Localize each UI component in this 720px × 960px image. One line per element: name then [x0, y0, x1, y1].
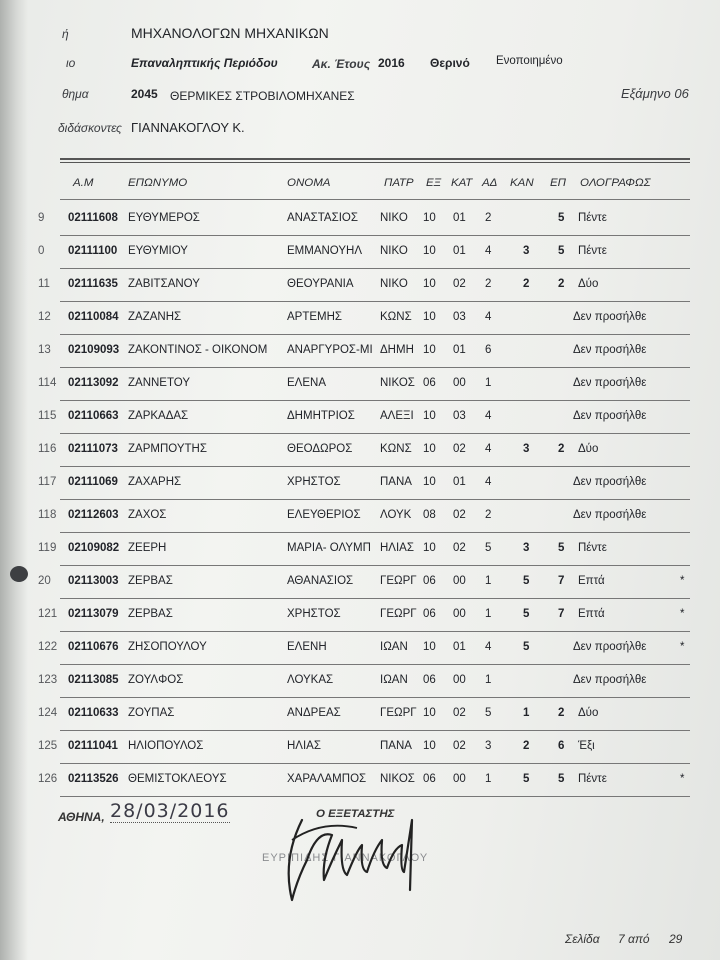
- surname: ΘΕΜΙΣΤΟΚΛΕΟΥΣ: [128, 773, 227, 785]
- table-row: [0, 764, 720, 797]
- first-name: ΑΘΑΝΑΣΙΟΣ: [287, 575, 354, 587]
- semester-cell: 10: [423, 245, 436, 257]
- fathers-name: ΝΙΚΟ: [380, 278, 408, 290]
- grade-in-words: Πέντε: [578, 773, 607, 785]
- kan-cell: 3: [523, 245, 530, 257]
- row-number: 124: [38, 707, 58, 719]
- semester-cell: 10: [423, 443, 436, 455]
- table-row: [0, 203, 720, 236]
- category-cell: 02: [453, 542, 466, 554]
- first-name: ΑΝΑΣΤΑΣΙΟΣ: [287, 212, 358, 224]
- table-top-rule: [60, 158, 690, 160]
- department-value: ΜΗΧΑΝΟΛΟΓΩΝ ΜΗΧΑΝΙΚΩΝ: [131, 25, 329, 41]
- category-cell: 01: [453, 212, 466, 224]
- semester-cell: 10: [423, 410, 436, 422]
- category-cell: 02: [453, 443, 466, 455]
- grade-in-words: Δεν προσήλθε: [573, 476, 647, 488]
- examiner-stamp: ΕΥΡΙΠΙΔΗΣ ΓΙΑΝΝΑΚΟΓΛΟΥ: [262, 852, 429, 864]
- first-name: ΑΡΤΕΜΗΣ: [287, 311, 343, 323]
- column-header-ex: ΕΞ: [426, 177, 442, 189]
- row-number: 114: [38, 377, 57, 389]
- table-row: [0, 434, 720, 467]
- header-bottom-rule: [60, 199, 690, 200]
- fathers-name: ΝΙΚΟΣ: [380, 377, 415, 389]
- column-header-ep: ΕΠ: [550, 177, 567, 189]
- student-id: 02110676: [68, 641, 119, 653]
- column-header-patr: ΠΑΤΡ: [384, 177, 414, 189]
- table-row: [0, 236, 720, 269]
- signature: [262, 800, 432, 910]
- column-header-am: Α.Μ: [73, 177, 94, 189]
- row-number: 11: [38, 278, 50, 290]
- semester-cell: 10: [423, 311, 436, 323]
- first-name: ΕΛΕΥΘΕΡΙΟΣ: [287, 509, 361, 521]
- surname: ΖΗΣΟΠΟΥΛΟΥ: [128, 641, 207, 653]
- fathers-name: ΛΟΥΚ: [380, 509, 412, 521]
- first-name: ΧΑΡΑΛΑΜΠΟΣ: [287, 773, 367, 785]
- category-cell: 02: [453, 509, 466, 521]
- row-number: 13: [38, 344, 51, 356]
- surname: ΖΑΖΑΝΗΣ: [128, 311, 182, 323]
- category-cell: 00: [453, 773, 466, 785]
- row-number: 123: [38, 674, 58, 686]
- semester-cell: 10: [423, 212, 436, 224]
- student-id: 02113526: [68, 773, 119, 785]
- grade-in-words: Δύο: [578, 278, 599, 290]
- grade-in-words: Επτά: [578, 608, 605, 620]
- category-cell: 01: [453, 476, 466, 488]
- category-cell: 02: [453, 740, 466, 752]
- surname: ΖΑΡΜΠΟΥΤΗΣ: [128, 443, 207, 455]
- grade-cell: 7: [558, 608, 565, 620]
- table-row: [0, 731, 720, 764]
- fathers-name: ΠΑΝΑ: [380, 740, 412, 752]
- student-id: 02113003: [68, 575, 119, 587]
- semester-cell: 10: [423, 476, 436, 488]
- grade-cell: 2: [558, 707, 565, 719]
- table-row: [0, 500, 720, 533]
- column-header-words: ΟΛΟΓΡΑΦΩΣ: [580, 177, 651, 189]
- fathers-name: ΙΩΑΝ: [380, 641, 408, 653]
- table-row: [0, 467, 720, 500]
- row-number: 119: [38, 542, 57, 554]
- ad-cell: 1: [485, 773, 492, 785]
- category-cell: 01: [453, 245, 466, 257]
- grade-cell: 5: [558, 542, 565, 554]
- semester-cell: 10: [423, 740, 436, 752]
- table-row: [0, 302, 720, 335]
- kan-cell: 5: [523, 608, 530, 620]
- category-cell: 03: [453, 410, 466, 422]
- unified-label: Ενοποιημένο: [496, 55, 563, 67]
- period-value: Επαναληπτικής Περιόδου: [131, 56, 278, 70]
- row-number: 126: [38, 773, 58, 785]
- season-value: Θερινό: [430, 56, 470, 70]
- student-id: 02109082: [68, 542, 120, 554]
- ad-cell: 3: [485, 740, 492, 752]
- grade-cell: 6: [558, 740, 565, 752]
- fathers-name: ΚΩΝΣ: [380, 311, 412, 323]
- first-name: ΕΛΕΝΗ: [287, 641, 327, 653]
- table-row: [0, 566, 720, 599]
- grade-in-words: Πέντε: [578, 542, 607, 554]
- surname: ΕΥΘΥΜΙΟΥ: [128, 245, 188, 257]
- student-id: 02111100: [68, 245, 118, 257]
- table-row: [0, 698, 720, 731]
- teachers-label: διδάσκοντες: [58, 121, 122, 135]
- academic-year-label: Ακ. Έτους: [312, 57, 371, 71]
- grade-cell: 7: [558, 575, 565, 587]
- surname: ΗΛΙΟΠΟΥΛΟΣ: [128, 740, 204, 752]
- category-cell: 00: [453, 377, 466, 389]
- first-name: ΜΑΡΙΑ- ΟΛΥΜΠ: [287, 542, 371, 554]
- row-number: 116: [38, 443, 57, 455]
- student-id: 02109093: [68, 344, 120, 356]
- grade-in-words: Δύο: [578, 443, 599, 455]
- grade-cell: 5: [558, 773, 565, 785]
- row-number: 122: [38, 641, 58, 653]
- kan-cell: 5: [523, 773, 530, 785]
- ad-cell: 1: [485, 674, 492, 686]
- surname: ΖΑΧΟΣ: [128, 509, 167, 521]
- student-id: 02110633: [68, 707, 119, 719]
- ad-cell: 1: [485, 608, 492, 620]
- kan-cell: 5: [523, 641, 530, 653]
- punch-hole: [10, 566, 28, 582]
- column-header-kan: ΚΑΝ: [510, 177, 534, 189]
- student-id: 02111069: [68, 476, 118, 488]
- table-row: [0, 401, 720, 434]
- surname: ΖΑΝΝΕΤΟΥ: [128, 377, 191, 389]
- grade-in-words: Δεν προσήλθε: [573, 509, 647, 521]
- fathers-name: ΝΙΚΟ: [380, 212, 408, 224]
- ad-cell: 4: [485, 311, 492, 323]
- surname: ΖΕΡΒΑΣ: [128, 608, 173, 620]
- first-name: ΑΝΑΡΓΥΡΟΣ-ΜΙ: [287, 344, 373, 356]
- first-name: ΘΕΟΔΩΡΟΣ: [287, 443, 353, 455]
- semester-cell: 06: [423, 674, 436, 686]
- category-cell: 01: [453, 641, 466, 653]
- semester-label: Εξάμηνο 06: [621, 86, 689, 101]
- ad-cell: 2: [485, 278, 492, 290]
- grade-in-words: Επτά: [578, 575, 605, 587]
- grade-cell: 5: [558, 212, 565, 224]
- grade-in-words: Έξι: [578, 740, 595, 752]
- fathers-name: ΗΛΙΑΣ: [380, 542, 414, 554]
- row-number: 12: [38, 311, 51, 323]
- semester-cell: 10: [423, 542, 436, 554]
- first-name: ΧΡΗΣΤΟΣ: [287, 608, 341, 620]
- ad-cell: 1: [485, 377, 492, 389]
- course-label: θημα: [62, 87, 89, 101]
- ad-cell: 4: [485, 476, 492, 488]
- surname: ΖΑΚΟΝΤΙΝΟΣ - ΟΙΚΟΝΟΜ: [128, 344, 268, 356]
- student-id: 02113085: [68, 674, 119, 686]
- student-id: 02110663: [68, 410, 119, 422]
- ad-cell: 4: [485, 443, 492, 455]
- star-mark: *: [680, 575, 685, 587]
- row-divider: [60, 796, 690, 797]
- grade-cell: 5: [558, 245, 565, 257]
- page-number: 7 από: [618, 932, 650, 946]
- grade-cell: 2: [558, 278, 565, 290]
- kan-cell: 2: [523, 278, 530, 290]
- department-label: ή: [62, 27, 69, 41]
- semester-cell: 08: [423, 509, 436, 521]
- academic-year-value: 2016: [378, 56, 405, 70]
- first-name: ΘΕΟΥΡΑΝΙΑ: [287, 278, 354, 290]
- kan-cell: 5: [523, 575, 530, 587]
- page-total: 29: [669, 932, 683, 946]
- ad-cell: 4: [485, 245, 492, 257]
- semester-cell: 10: [423, 641, 436, 653]
- course-title: ΘΕΡΜΙΚΕΣ ΣΤΡΟΒΙΛΟΜΗΧΑΝΕΣ: [170, 89, 355, 103]
- surname: ΖΕΡΒΑΣ: [128, 575, 173, 587]
- surname: ΖΕΕΡΗ: [128, 542, 167, 554]
- column-header-surname: ΕΠΩΝΥΜΟ: [128, 177, 188, 189]
- ad-cell: 4: [485, 641, 492, 653]
- teacher-name: ΓΙΑΝΝΑΚΟΓΛΟΥ Κ.: [131, 120, 245, 135]
- column-header-ad: ΑΔ: [482, 177, 498, 189]
- row-number: 125: [38, 740, 58, 752]
- surname: ΖΑΒΙΤΣΑΝΟΥ: [128, 278, 200, 290]
- category-cell: 00: [453, 608, 466, 620]
- table-row: [0, 599, 720, 632]
- row-number: 9: [38, 212, 45, 224]
- semester-cell: 06: [423, 608, 436, 620]
- grade-in-words: Δεν προσήλθε: [573, 344, 647, 356]
- grade-in-words: Δύο: [578, 707, 599, 719]
- fathers-name: ΝΙΚΟ: [380, 245, 408, 257]
- first-name: ΧΡΗΣΤΟΣ: [287, 476, 341, 488]
- category-cell: 02: [453, 278, 466, 290]
- table-row: [0, 632, 720, 665]
- fathers-name: ΔΗΜΗ: [380, 344, 414, 356]
- student-id: 02112603: [68, 509, 119, 521]
- place-label: ΑΘΗΝΑ,: [58, 810, 105, 824]
- category-cell: 00: [453, 674, 466, 686]
- category-cell: 00: [453, 575, 466, 587]
- ad-cell: 2: [485, 509, 492, 521]
- table-row: [0, 533, 720, 566]
- surname: ΖΟΥΛΦΟΣ: [128, 674, 184, 686]
- column-header-kat: ΚΑΤ: [451, 177, 473, 189]
- table-row: [0, 335, 720, 368]
- first-name: ΗΛΙΑΣ: [287, 740, 321, 752]
- student-id: 02111041: [68, 740, 118, 752]
- category-cell: 02: [453, 707, 466, 719]
- row-number: 118: [38, 509, 57, 521]
- first-name: ΕΛΕΝΑ: [287, 377, 326, 389]
- student-id: 02113079: [68, 608, 119, 620]
- fathers-name: ΝΙΚΟΣ: [380, 773, 415, 785]
- semester-cell: 06: [423, 377, 436, 389]
- ad-cell: 4: [485, 410, 492, 422]
- kan-cell: 2: [523, 740, 530, 752]
- ad-cell: 1: [485, 575, 492, 587]
- student-id: 02111635: [68, 278, 118, 290]
- fathers-name: ΙΩΑΝ: [380, 674, 408, 686]
- grade-in-words: Πέντε: [578, 212, 607, 224]
- student-id: 02111608: [68, 212, 118, 224]
- table-row: [0, 665, 720, 698]
- row-number: 121: [38, 608, 58, 620]
- ad-cell: 6: [485, 344, 492, 356]
- kan-cell: 1: [523, 707, 530, 719]
- table-row: [0, 269, 720, 302]
- first-name: ΔΗΜΗΤΡΙΟΣ: [287, 410, 355, 422]
- ad-cell: 2: [485, 212, 492, 224]
- fathers-name: ΓΕΩΡΓ: [380, 608, 417, 620]
- row-number: 0: [38, 245, 45, 257]
- student-id: 02113092: [68, 377, 119, 389]
- grade-in-words: Δεν προσήλθε: [573, 377, 647, 389]
- row-number: 20: [38, 575, 51, 587]
- signing-date: 28/03/2016: [110, 800, 230, 822]
- first-name: ΛΟΥΚΑΣ: [287, 674, 334, 686]
- grade-in-words: Δεν προσήλθε: [573, 410, 647, 422]
- kan-cell: 3: [523, 443, 530, 455]
- grade-in-words: Δεν προσήλθε: [573, 311, 647, 323]
- semester-cell: 10: [423, 344, 436, 356]
- grade-in-words: Δεν προσήλθε: [573, 641, 647, 653]
- fathers-name: ΠΑΝΑ: [380, 476, 412, 488]
- first-name: ΕΜΜΑΝΟΥΗΛ: [287, 245, 363, 257]
- student-id: 02111073: [68, 443, 118, 455]
- period-label: ιο: [66, 56, 76, 70]
- student-id: 02110084: [68, 311, 119, 323]
- star-mark: *: [680, 773, 685, 785]
- fathers-name: ΓΕΩΡΓ: [380, 707, 417, 719]
- grade-in-words: Πέντε: [578, 245, 607, 257]
- examiner-label: Ο ΕΞΕΤΑΣΤΗΣ: [316, 808, 395, 820]
- category-cell: 01: [453, 344, 466, 356]
- table-row: [0, 368, 720, 401]
- column-header-name: ΟΝΟΜΑ: [287, 177, 331, 189]
- table-top-rule-thin: [60, 162, 690, 163]
- ad-cell: 5: [485, 542, 492, 554]
- star-mark: *: [680, 641, 685, 653]
- ad-cell: 5: [485, 707, 492, 719]
- semester-cell: 06: [423, 575, 436, 587]
- grade-cell: 2: [558, 443, 565, 455]
- row-number: 117: [38, 476, 57, 488]
- page-label: Σελίδα: [565, 932, 600, 946]
- semester-cell: 10: [423, 707, 436, 719]
- kan-cell: 3: [523, 542, 530, 554]
- fathers-name: ΚΩΝΣ: [380, 443, 412, 455]
- first-name: ΑΝΔΡΕΑΣ: [287, 707, 341, 719]
- category-cell: 03: [453, 311, 466, 323]
- surname: ΖΑΧΑΡΗΣ: [128, 476, 182, 488]
- row-number: 115: [38, 410, 57, 422]
- star-mark: *: [680, 608, 685, 620]
- surname: ΖΟΥΠΑΣ: [128, 707, 175, 719]
- fathers-name: ΓΕΩΡΓ: [380, 575, 417, 587]
- grade-in-words: Δεν προσήλθε: [573, 674, 647, 686]
- surname: ΖΑΡΚΑΔΑΣ: [128, 410, 189, 422]
- surname: ΕΥΘΥΜΕΡΟΣ: [128, 212, 200, 224]
- semester-cell: 10: [423, 278, 436, 290]
- semester-cell: 06: [423, 773, 436, 785]
- fathers-name: ΑΛΕΞΙ: [380, 410, 414, 422]
- course-code: 2045: [131, 87, 158, 101]
